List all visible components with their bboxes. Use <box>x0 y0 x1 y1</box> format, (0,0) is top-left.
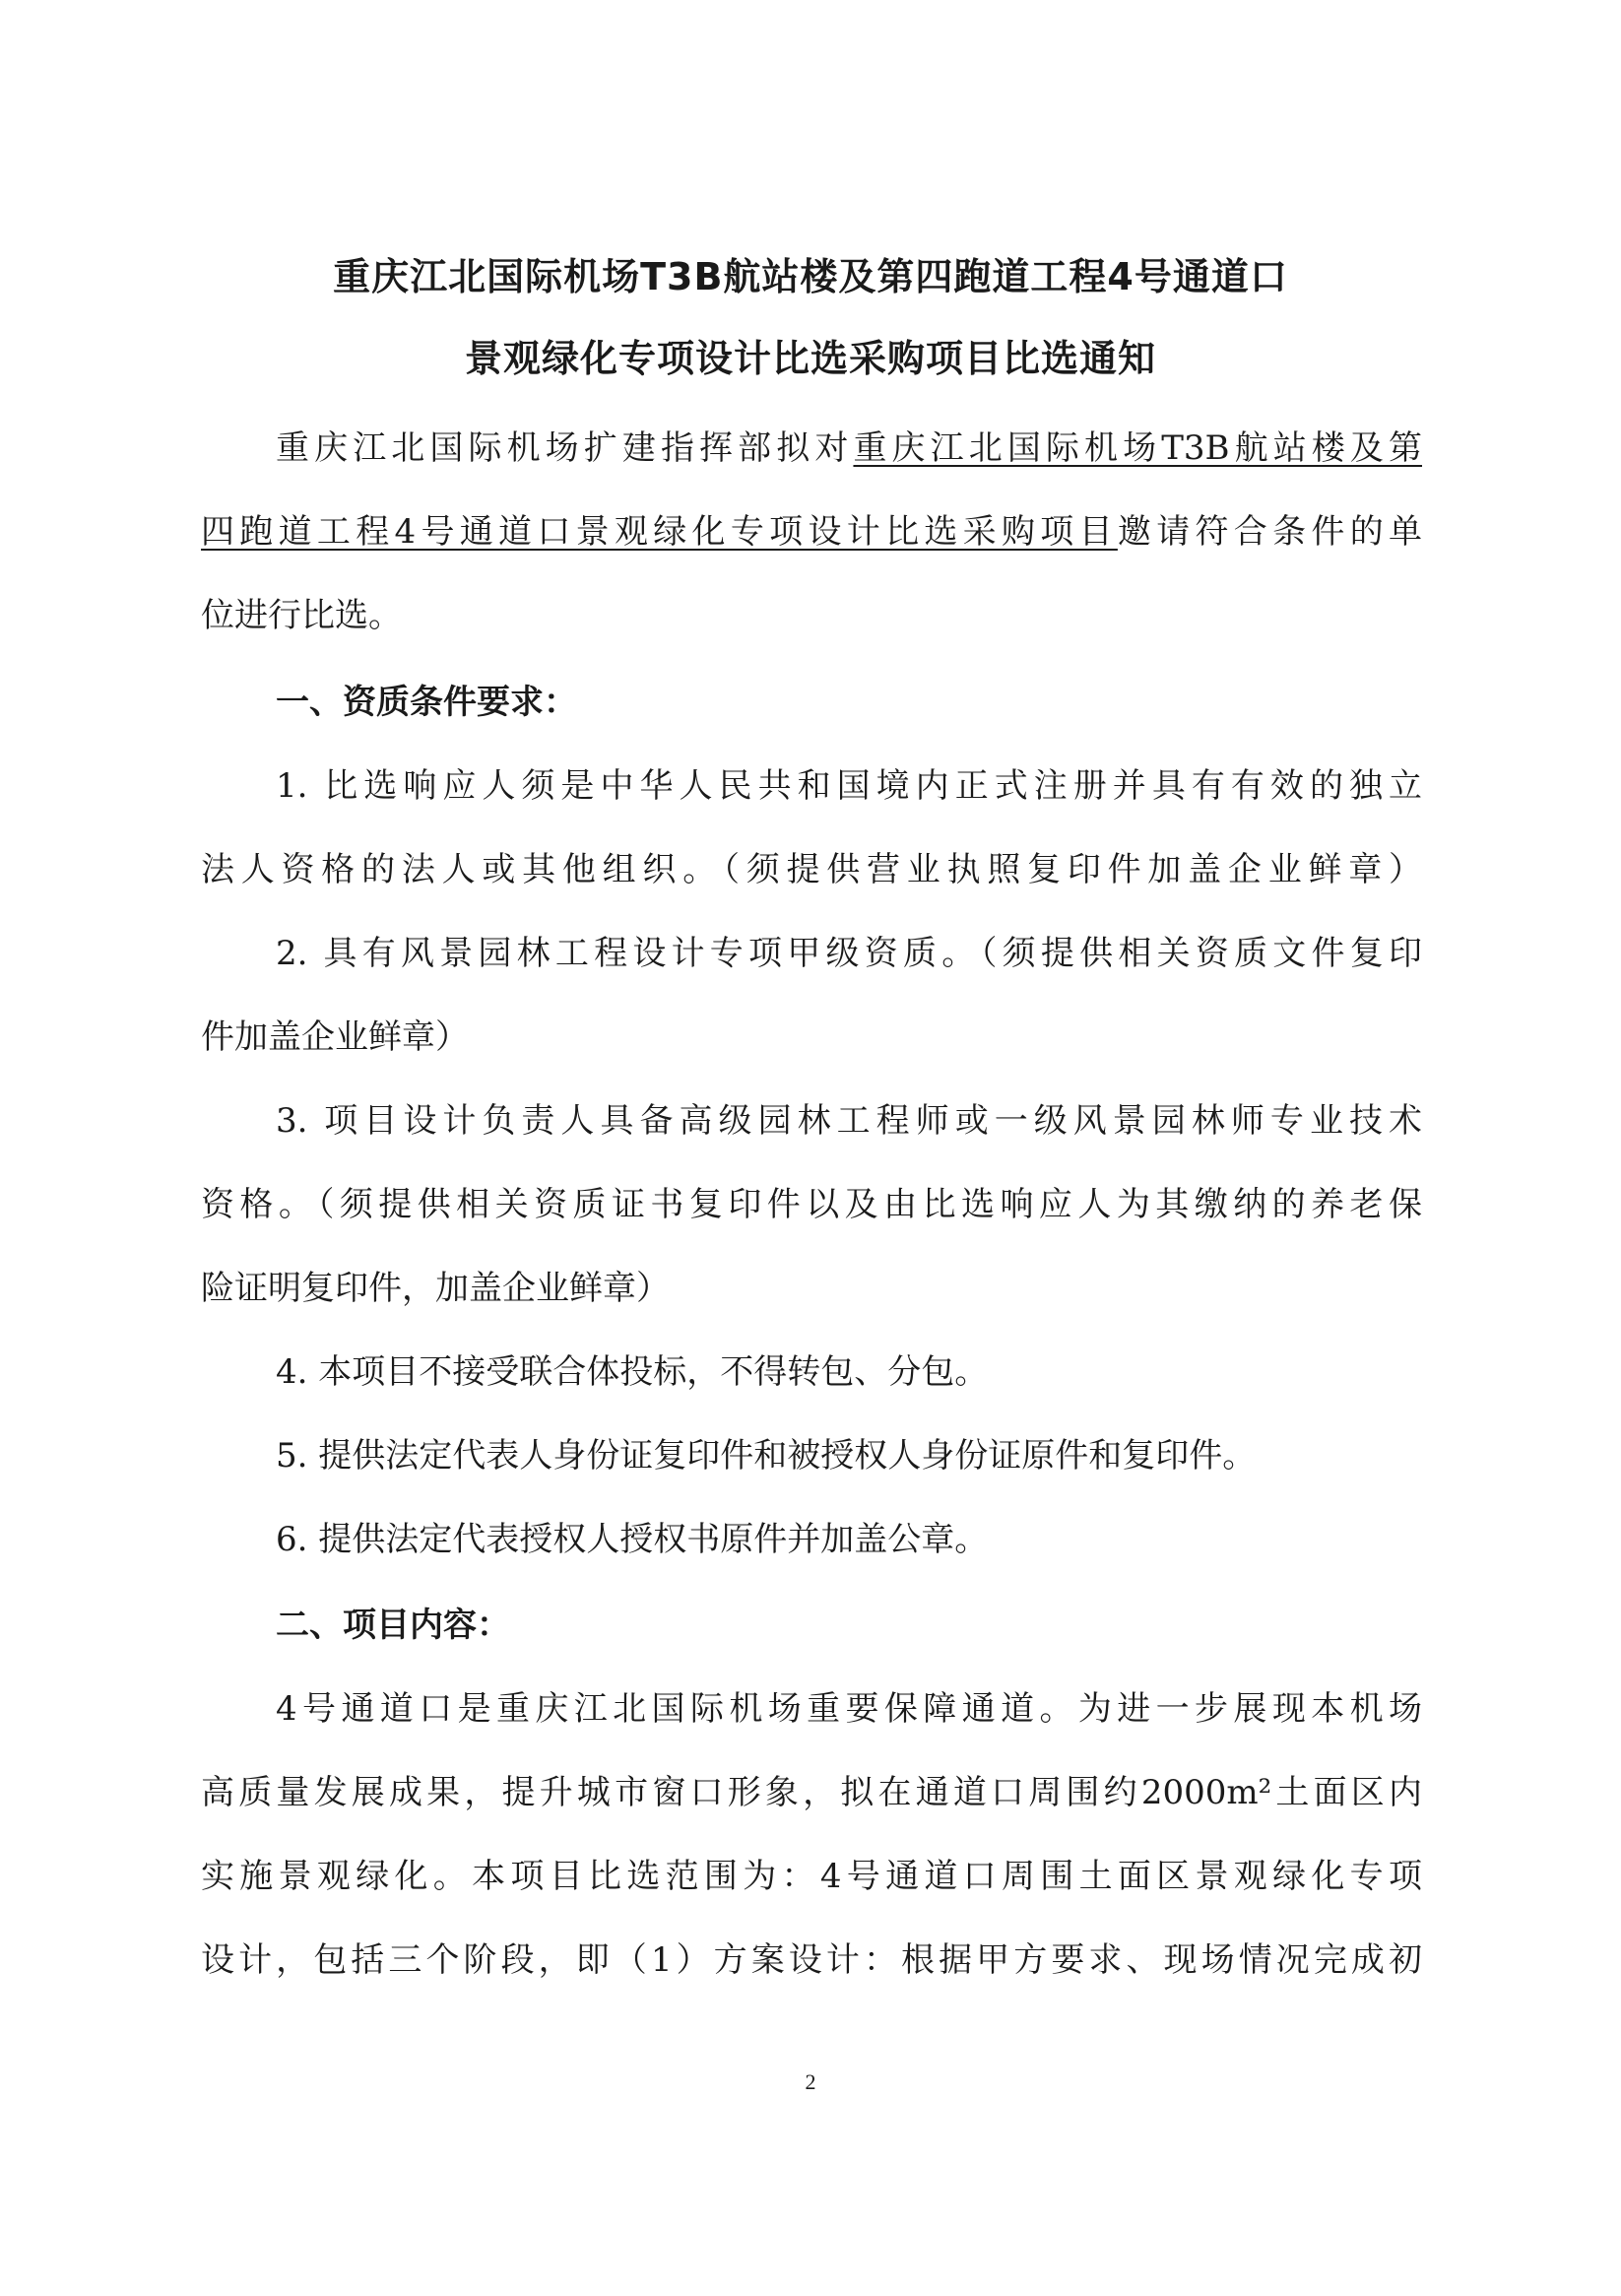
intro-text: 邀请符合条件的单 <box>1117 512 1423 552</box>
section-1-line: 4. 本项目不接受联合体投标，不得转包、分包。 <box>276 1352 989 1392</box>
document-title-line-2: 景观绿化专项设计比选采购项目比选通知 <box>464 337 1156 380</box>
section-1-line: 法人资格的法人或其他组织。（须提供营业执照复印件加盖企业鲜章） <box>201 850 1422 889</box>
section-1-line: 资格。（须提供相关资质证书复印件以及由比选响应人为其缴纳的养老保 <box>201 1185 1422 1224</box>
section-1-line: 1. 比选响应人须是中华人民共和国境内正式注册并具有有效的独立 <box>276 766 1422 806</box>
document-title-line-1: 重庆江北国际机场T3B航站楼及第四跑道工程4号通道口 <box>333 255 1288 298</box>
project-name-underlined: 四跑道工程4号通道口景观绿化专项设计比选采购项目 <box>201 512 1118 552</box>
intro-line-2 <box>201 509 1422 555</box>
section-1-heading: 一、资质条件要求： <box>276 683 577 722</box>
section-2-line: 实施景观绿化。本项目比选范围为：4号通道口周围土面区景观绿化专项 <box>201 1857 1422 1896</box>
section-1-line: 3. 项目设计负责人具备高级园林工程师或一级风景园林师专业技术 <box>276 1101 1422 1141</box>
section-2-line: 高质量发展成果，提升城市窗口形象，拟在通道口周围约2000m²土面区内 <box>201 1773 1422 1812</box>
section-1-line: 6. 提供法定代表授权人授权书原件并加盖公章。 <box>276 1520 989 1559</box>
section-1-line: 5. 提供法定代表人身份证复印件和被授权人身份证原件和复印件。 <box>276 1436 1257 1476</box>
page-number: 2 <box>805 2069 816 2094</box>
section-1-line: 件加盖企业鲜章） <box>201 1017 469 1057</box>
section-1-line: 险证明复印件，加盖企业鲜章） <box>201 1269 670 1308</box>
intro-text: 重庆江北国际机场扩建指挥部拟对 <box>276 428 854 468</box>
project-name-underlined: 重庆江北国际机场T3B航站楼及第 <box>853 428 1423 468</box>
intro-line-3: 位进行比选。 <box>201 596 402 635</box>
intro-line-1 <box>276 426 1422 471</box>
section-2-line: 4号通道口是重庆江北国际机场重要保障通道。为进一步展现本机场 <box>276 1689 1422 1729</box>
section-2-heading: 二、项目内容： <box>276 1606 510 1645</box>
section-2-line: 设计，包括三个阶段，即（1）方案设计：根据甲方要求、现场情况完成初 <box>201 1940 1422 1980</box>
section-1-line: 2. 具有风景园林工程设计专项甲级资质。（须提供相关资质文件复印 <box>276 934 1422 973</box>
